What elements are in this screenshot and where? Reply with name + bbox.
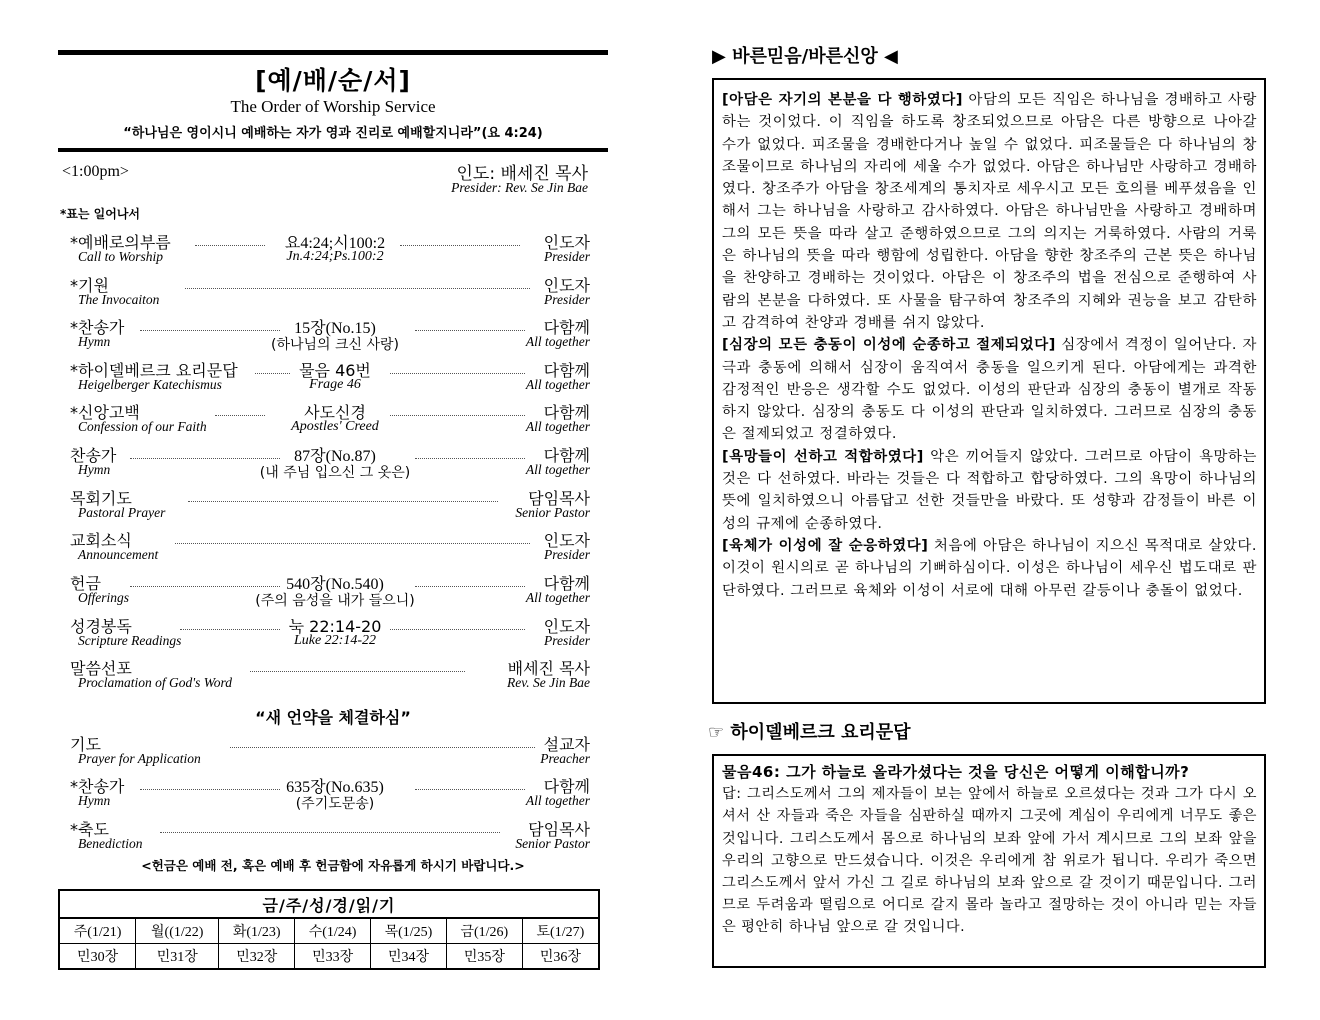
reading-day: 토(1/27) — [522, 918, 599, 944]
reading-chapter: 민36장 — [522, 944, 599, 970]
item-scripture-readings: 성경봉독 Scripture Readings 눅 22:14-20 Luke 22:14-22 인도자 Presider — [70, 617, 590, 648]
scripture-verse: “하나님은 영이시니 예배하는 자가 영과 진리로 예배할지니라”(요 4:24) — [123, 126, 543, 141]
item-announcement: 교회소식 Announcement 인도자 Presider — [70, 531, 590, 562]
faith-paragraph: [욕망들이 선하고 적합하였다] 악은 끼어들지 않았다. 그러므로 아담이 욕망하는 것은 다 선하였다. 바라는 것들은 다 적합하고 합당하였다. 그의 욕망이 하나님의 뜻에 일치하였으니 아름답고 선한 것들만을 바랐다. 또 성향과 감정들이 바른 이성의 규제에 순종하였다. — [722, 448, 1258, 532]
catechism-header: ☞ 하이델베르크 요리문답 — [708, 722, 911, 743]
sermon-title: “새 언약을 체결하심” — [255, 708, 411, 727]
weekly-reading-table — [58, 889, 600, 970]
item-hymn-87: 찬송가 Hymn 87장(No.87) (내 주님 입으신 그 옷은) 다함께 All together — [70, 446, 590, 481]
reading-chapter: 민30장 — [59, 944, 136, 970]
catechism-box — [712, 754, 1266, 968]
faith-paragraph: [아담은 자기의 본분을 다 행하였다] 아담의 모든 직임은 하나님을 경배하고 사랑하는 것이었다. 이 직임을 하도록 창조되었으므로 아담은 다른 방향으로 나아갈 수가 없었다. 피조물을 경배한다거나 높일 수 없었다. 피조물들은 다 하나님의 창조물이므로 하나님의 자리에 세울 수가 없었다. 아담은 하나님만 사랑하고 경배하였다. 창조주가 아담을 창조세계의 통치자로 세우시고 모든 호의를 베푸셨음을 인해서 그는 하나님을 사랑하고 감사하였다. 아담은 하나님만을 사랑하고 경배하며 그의 모든 뜻을 따라 살고 준행하였으므로 그의 의지는 거룩하였다. 사람의 거룩은 하나님의 뜻을 따라 행함에 성립한다. 아담을 향한 창조주의 근본 뜻은 하나님을 찬양하고 경배하는 것이었다. 아담은 이 창조주의 법을 전심으로 준행하여 사람의 본분을 다하였다. 또 사물을 탐구하여 창조주의 지혜와 권능을 보고 감탄하고 감격하여 찬양과 경배를 쉬지 않았다. — [722, 92, 1257, 331]
reading-day: 화(1/23) — [219, 918, 295, 944]
service-time: <1:00pm> — [62, 163, 129, 180]
catechism-question: 물음46: 그가 하늘로 올라가셨다는 것을 당신은 어떻게 이해합니까? — [722, 763, 1190, 781]
faith-paragraph: [심장의 모든 충동이 이성에 순종하고 절제되었다] 심장에서 격정이 일어난다. 자극과 충동에 의해서 심장이 움직여서 충동을 일으키게 된다. 아담에게는 과격한 감정적인 반응은 생각할 수도 없었다. 이성의 판단과 심장의 충동이 별개로 작동하지 않았다. 심장의 충동도 다 이성의 판단과 일치하였다. 그러므로 심장의 충동은 절제되었고 정결하였다. — [722, 337, 1257, 443]
reading-chapter: 민32장 — [219, 944, 295, 970]
reading-day: 금(1/26) — [446, 918, 522, 944]
weekly-reading-title: 금/주/성/경/읽/기 — [59, 890, 599, 918]
stand-note: *표는 일어나서 — [60, 207, 141, 221]
reading-day: 목(1/25) — [371, 918, 447, 944]
item-hymn-15: *찬송가 Hymn 15장(No.15) (하나님의 크신 사랑) 다함께 All together — [70, 318, 590, 353]
item-offerings: 헌금 Offerings 540장(No.540) (주의 음성을 내가 들으니) 다함께 All together — [70, 574, 590, 609]
catechism-answer: 답: 그리스도께서 그의 제자들이 보는 앞에서 하늘로 오르셨다는 것과 그가 다시 오셔서 산 자들과 죽은 자들을 심판하실 때까지 그곳에 계심이 우리에게 너무도 좋은 것입니다. 그리스도께서 몸으로 하나님의 보좌 앞에 가서 계시므로 그의 보좌 앞을 우리의 고향으로 만드셨습니다. 이것은 우리에게 참 위로가 됩니다. 우리가 죽으면 그리스도께서 앞서 가신 그 길로 하나님의 보좌 앞으로 갈 것이기 때문입니다. 그러므로 두려움과 떨림으로 어디로 갈지 몰라 놀라고 절망하는 것이 아니라 믿는 자들은 평안히 하나님 앞으로 갈 것입니다. — [722, 786, 1257, 936]
offering-note: <헌금은 예배 전, 혹은 예배 후 헌금함에 자유롭게 하시기 바랍니다.> — [141, 858, 525, 873]
mid-rule — [58, 148, 608, 152]
top-rule — [58, 50, 608, 55]
item-catechism: *하이델베르크 요리문답 Heigelberger Katechismus 물음 46번 Frage 46 다함께 All together — [70, 361, 590, 392]
item-proclamation: 말씀선포 Proclamation of God's Word 배세진 목사 Rev. Se Jin Bae — [70, 659, 590, 690]
reading-chapter: 민35장 — [446, 944, 522, 970]
item-invocation: *기원 The Invocaiton 인도자 Presider — [70, 276, 590, 307]
order-of-worship-panel — [58, 50, 608, 980]
reading-day: 주(1/21) — [59, 918, 136, 944]
reading-chapter: 민31장 — [136, 944, 219, 970]
presider-en: Presider: Rev. Se Jin Bae — [451, 180, 588, 195]
reading-chapter: 민33장 — [295, 944, 371, 970]
order-subtitle: The Order of Worship Service — [230, 97, 436, 116]
item-confession: *신앙고백 Confession of our Faith 사도신경 Apostles' Creed 다함께 All together — [70, 403, 590, 434]
order-title: [예/배/순/서] — [255, 66, 411, 95]
faith-paragraph: [육체가 이성에 잘 순응하였다] 처음에 아담은 하나님이 지으신 목적대로 살았다. 이것이 원시의로 곧 하나님의 기뻐하심이다. 이성은 하나님이 세우신 법도대로 판단하였다. 그러므로 육체와 이성이 서로에 대해 아무런 갈등이나 충돌이 없었다. — [722, 537, 1258, 599]
right-faith-header: ▶ 바른믿음/바른신앙 ◀ — [712, 46, 898, 67]
reading-day: 월((1/22) — [136, 918, 219, 944]
item-pastoral-prayer: 목회기도 Pastoral Prayer 담임목사 Senior Pastor — [70, 489, 590, 520]
reading-day: 수(1/24) — [295, 918, 371, 944]
presider-ko: 인도: 배세진 목사 — [456, 164, 588, 184]
item-prayer-application: 기도 Prayer for Application 설교자 Preacher — [70, 735, 590, 766]
item-hymn-635: *찬송가 Hymn 635장(No.635) (주기도문송) 다함께 All together — [70, 777, 590, 812]
item-benediction: *축도 Benediction 담임목사 Senior Pastor — [70, 820, 590, 851]
faith-article-box — [712, 78, 1266, 704]
reading-chapter: 민34장 — [371, 944, 447, 970]
item-call-to-worship: *예배로의부름 Call to Worship 요4:24;시100:2 Jn.4:24;Ps.100:2 인도자 Presider — [70, 233, 590, 264]
